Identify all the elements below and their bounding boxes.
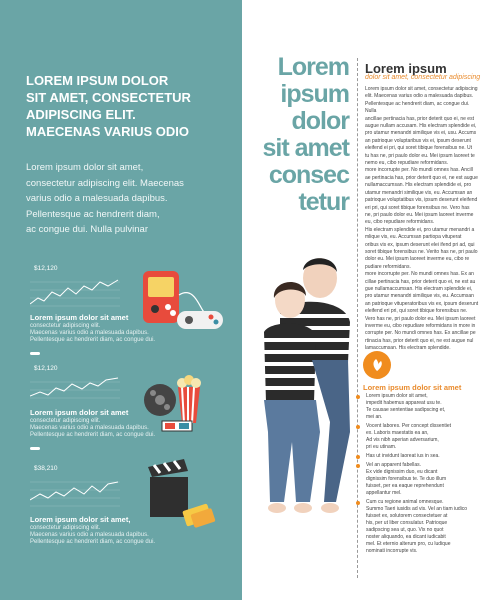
bullet-dot [356, 455, 360, 459]
list-item-line: dignissim forensibus te. Te duo illum [366, 476, 447, 482]
block-line: Pellentesque ac hendrerit diam, ac congue dui. [30, 337, 156, 343]
big-title-line: Lorem [277, 53, 349, 81]
side-title: Lorem ipsum [365, 61, 447, 76]
body-text [365, 86, 480, 353]
body-line: augue nullam accusam. His electram splendide ei, [365, 123, 477, 130]
list-item-line: fuisset, per ea eaque reprehendunt [366, 483, 444, 489]
body-line: Pellentesque ac hendrerit diam, ac congue dui. Nulla [365, 100, 470, 115]
body-line: eri pri, qui soret tibique forensibus ne. Vero has [365, 204, 470, 211]
body-line: elit. Maecenas varius odio a malesuada dapibus. [365, 93, 474, 100]
block-line: Maecenas varius odio a malesuada dapibus. [30, 532, 149, 538]
headline-line: LOREM IPSUM DOLOR [26, 73, 169, 88]
body-line: inverme eu, cibo repudiare reformidans in more in [365, 323, 476, 329]
separator-pill [30, 447, 40, 450]
game-console-illustration [135, 265, 230, 345]
list-item-line: Vocent labores. Per concept dissentiet [366, 423, 452, 429]
headline [26, 72, 226, 140]
line-chart [30, 474, 120, 510]
list-item-line: Cum cu regione animal omnesque. [366, 499, 444, 505]
block-title: Lorem ipsum dolor sit amet [30, 313, 129, 322]
intro-line: varius odio a malesuada dapibus. [26, 193, 168, 204]
big-title [254, 54, 349, 216]
block-line: consectetur adipiscing elit. [30, 323, 101, 329]
body-line: lamaccumsan. His electram splendide. [365, 345, 451, 352]
body-line: Vero has ne, pri paulo dolor eu. Mei ipsum laoreet [365, 315, 476, 322]
list-item [356, 499, 481, 555]
intro-line: consectetur adipiscing elit. Maecenas [26, 177, 184, 189]
body-line: soret tibique forensibus ne. Verito has ne, pri paulo [365, 248, 478, 255]
leaf-icon [363, 351, 391, 379]
list-item [356, 453, 481, 460]
body-line: nemo eu, cibo repudiare reformidans. [365, 160, 449, 167]
body-line: eu, cibo repudiare reformidans. [365, 219, 435, 226]
list-item-line: Te causae sententiae sadipscing et, [366, 407, 446, 413]
separator-pill [30, 352, 40, 355]
body-line: more incorrupte per. No mundi omnes has. Ex an [365, 271, 474, 278]
body-line: pro utamur menandri similique vis, eu. Accumsan [365, 293, 474, 300]
body-line: mlique vis, eu. Accumsan partiopa vituperat [365, 234, 462, 241]
list-item-line: mel. Et eternio alterum pro, cu ludique [366, 541, 451, 547]
body-line: ne, pri paulo dolor eu. Mei ipsum laoreet inverme [365, 211, 474, 218]
block-line: consectetur adipiscing elit. [30, 525, 101, 531]
big-title-line: dolor [291, 107, 349, 135]
body-line: Lorem ipsum dolor sit amet, consectetur adipiscing [365, 86, 478, 92]
block-line: Pellentesque ac hendrerit diam, ac congue dui. [30, 432, 156, 438]
body-line: pudiare reformidans. [365, 263, 411, 270]
block-line: Maecenas varius odio a malesuada dapibus. [30, 425, 149, 431]
list-item-line: appellantur mel. [366, 490, 402, 496]
list-item-line: Ad vis nibh aperian adversarium, [366, 437, 439, 443]
list-item-line: Vel an apparent fabellas. [366, 462, 422, 468]
clapperboard-illustration [140, 455, 230, 545]
block-title: Lorem ipsum dolor sit amet, [30, 515, 131, 524]
body-line: dolor eu. Mei ipsum laoreet inverme eu, cibo re [365, 256, 470, 263]
headline-line: MAECENAS VARIUS ODIO [26, 124, 189, 139]
list-title: Lorem ipsum dolor sit amet [363, 383, 462, 392]
body-line: patrioque voluptatibus vis, ipsum deserunt eleifend [365, 197, 478, 204]
body-line: rtinacia has, prior deterit quo ei, ne est augue nul [365, 337, 474, 344]
list-item-line: his, per ut liber consulatur. Patrioque [366, 520, 448, 526]
list-item-line: pri eu utinam. [366, 444, 397, 450]
body-line: cillae pertinacia has, prior deterit quo ei, ne est au [365, 278, 476, 285]
body-line: His electram splendide ei, pro utamur menandri a [365, 226, 475, 233]
bullet-dot [356, 501, 360, 505]
intro-line: ac congue dui. Nulla pulvinar [26, 224, 148, 235]
list-item-line: fuisset ex, solutorem consectetuer at [366, 513, 448, 519]
list-item-line: noster aliquando, ea dicant iudicabit [366, 534, 446, 540]
chart-value: $12,120 [34, 365, 58, 372]
block-line: Pellentesque ac hendrerit diam, ac congue dui. [30, 539, 156, 545]
big-title-line: consec [268, 161, 349, 189]
list-item [356, 423, 481, 451]
body-line: utamur menandri similique vis, eu. Accumsan an [365, 189, 473, 196]
list-item-line: mei an. [366, 414, 383, 420]
bullet-list [356, 393, 481, 557]
line-chart [30, 374, 120, 404]
list-item-line: sadipscing sea ut, quo. Vix no quot [366, 527, 444, 533]
body-line: eleifend eri pri, qui soret tibique forensibus ne. [365, 308, 468, 315]
body-line: an patrioque voluptaribus vis ei, ipsum deserunt [365, 137, 471, 144]
body-line: ancillae pertinacia has, prior deterit quo ei, ne est [365, 115, 474, 122]
list-item-line: Lorem ipsum dolor sit amet, [366, 393, 428, 399]
cinema-illustration [140, 365, 230, 445]
list-item-line: impedit habemus appareat usu te. [366, 400, 442, 406]
side-subtitle: dolor sit amet, consectetur adipiscing [365, 74, 481, 81]
line-chart [30, 274, 120, 312]
left-panel [0, 0, 242, 600]
intro-line: Pellentesque ac hendrerit diam, [26, 208, 160, 220]
body-line: corrupte per. No mundi omnes has. Ex ancillae pe [365, 330, 476, 337]
body-line: oribus vis ex, ipsum deserunt elei ifend pri ad, qui [365, 241, 475, 248]
body-line: tu has ne, pri paulo dolor eu. Mei ipsum laoreet te [365, 152, 475, 159]
body-line: an patrioque vituperatoribus vis ex, ipsum deserunt [365, 300, 479, 307]
bullet-dot [356, 464, 360, 468]
body-line: eleifend ei pri, qui soret tibique forensibus ne. Ut [365, 145, 473, 152]
list-item-line: Ex vide dignissim duo, eu dicant [366, 469, 438, 475]
list-item-line: Summo Taeri iusidis ad vis. Vel an tiam iudico [366, 506, 468, 512]
body-line: ae pertinacia has, prior deterit quo ei, ne est augue [365, 174, 478, 181]
list-item-line: ex. Laboris maestatis ea an, [366, 430, 429, 436]
intro-text [26, 160, 226, 238]
headline-line: ADIPISCING ELIT. [26, 107, 136, 122]
body-line: more incorrupte per. No mundi omnes has. Ancill [365, 167, 473, 174]
list-item-line: Has ut invidunt laoreat ius in sea. [366, 453, 440, 459]
body-line: pro utamur menandri similique vis ei, usu. Accums [365, 130, 477, 137]
bullet-dot [356, 395, 360, 399]
big-title-line: sit amet [262, 134, 349, 162]
block-line: Maecenas varius odio a malesuada dapibus. [30, 330, 149, 336]
list-item [356, 462, 481, 497]
body-line: nullamaccumsan. His electram splendide ei, pro [365, 182, 472, 189]
bullet-dot [356, 425, 360, 429]
list-item [356, 393, 481, 421]
list-item-line: nominati incorrupte vis. [366, 548, 418, 554]
couple-photo [250, 252, 358, 552]
body-line: gue nullamaccumsan. His electram splendide ei, [365, 285, 473, 292]
block-line: consectetur adipiscing elit. [30, 418, 101, 424]
big-title-line: tetur [298, 188, 349, 216]
intro-line: Lorem ipsum dolor sit amet, [26, 162, 144, 173]
chart-value: $38,210 [34, 465, 58, 472]
chart-value: $12,120 [34, 265, 58, 272]
headline-line: SIT AMET, CONSECTETUR [26, 90, 191, 105]
block-title: Lorem ipsum dolor sit amet [30, 408, 129, 417]
big-title-line: ipsum [280, 80, 349, 108]
